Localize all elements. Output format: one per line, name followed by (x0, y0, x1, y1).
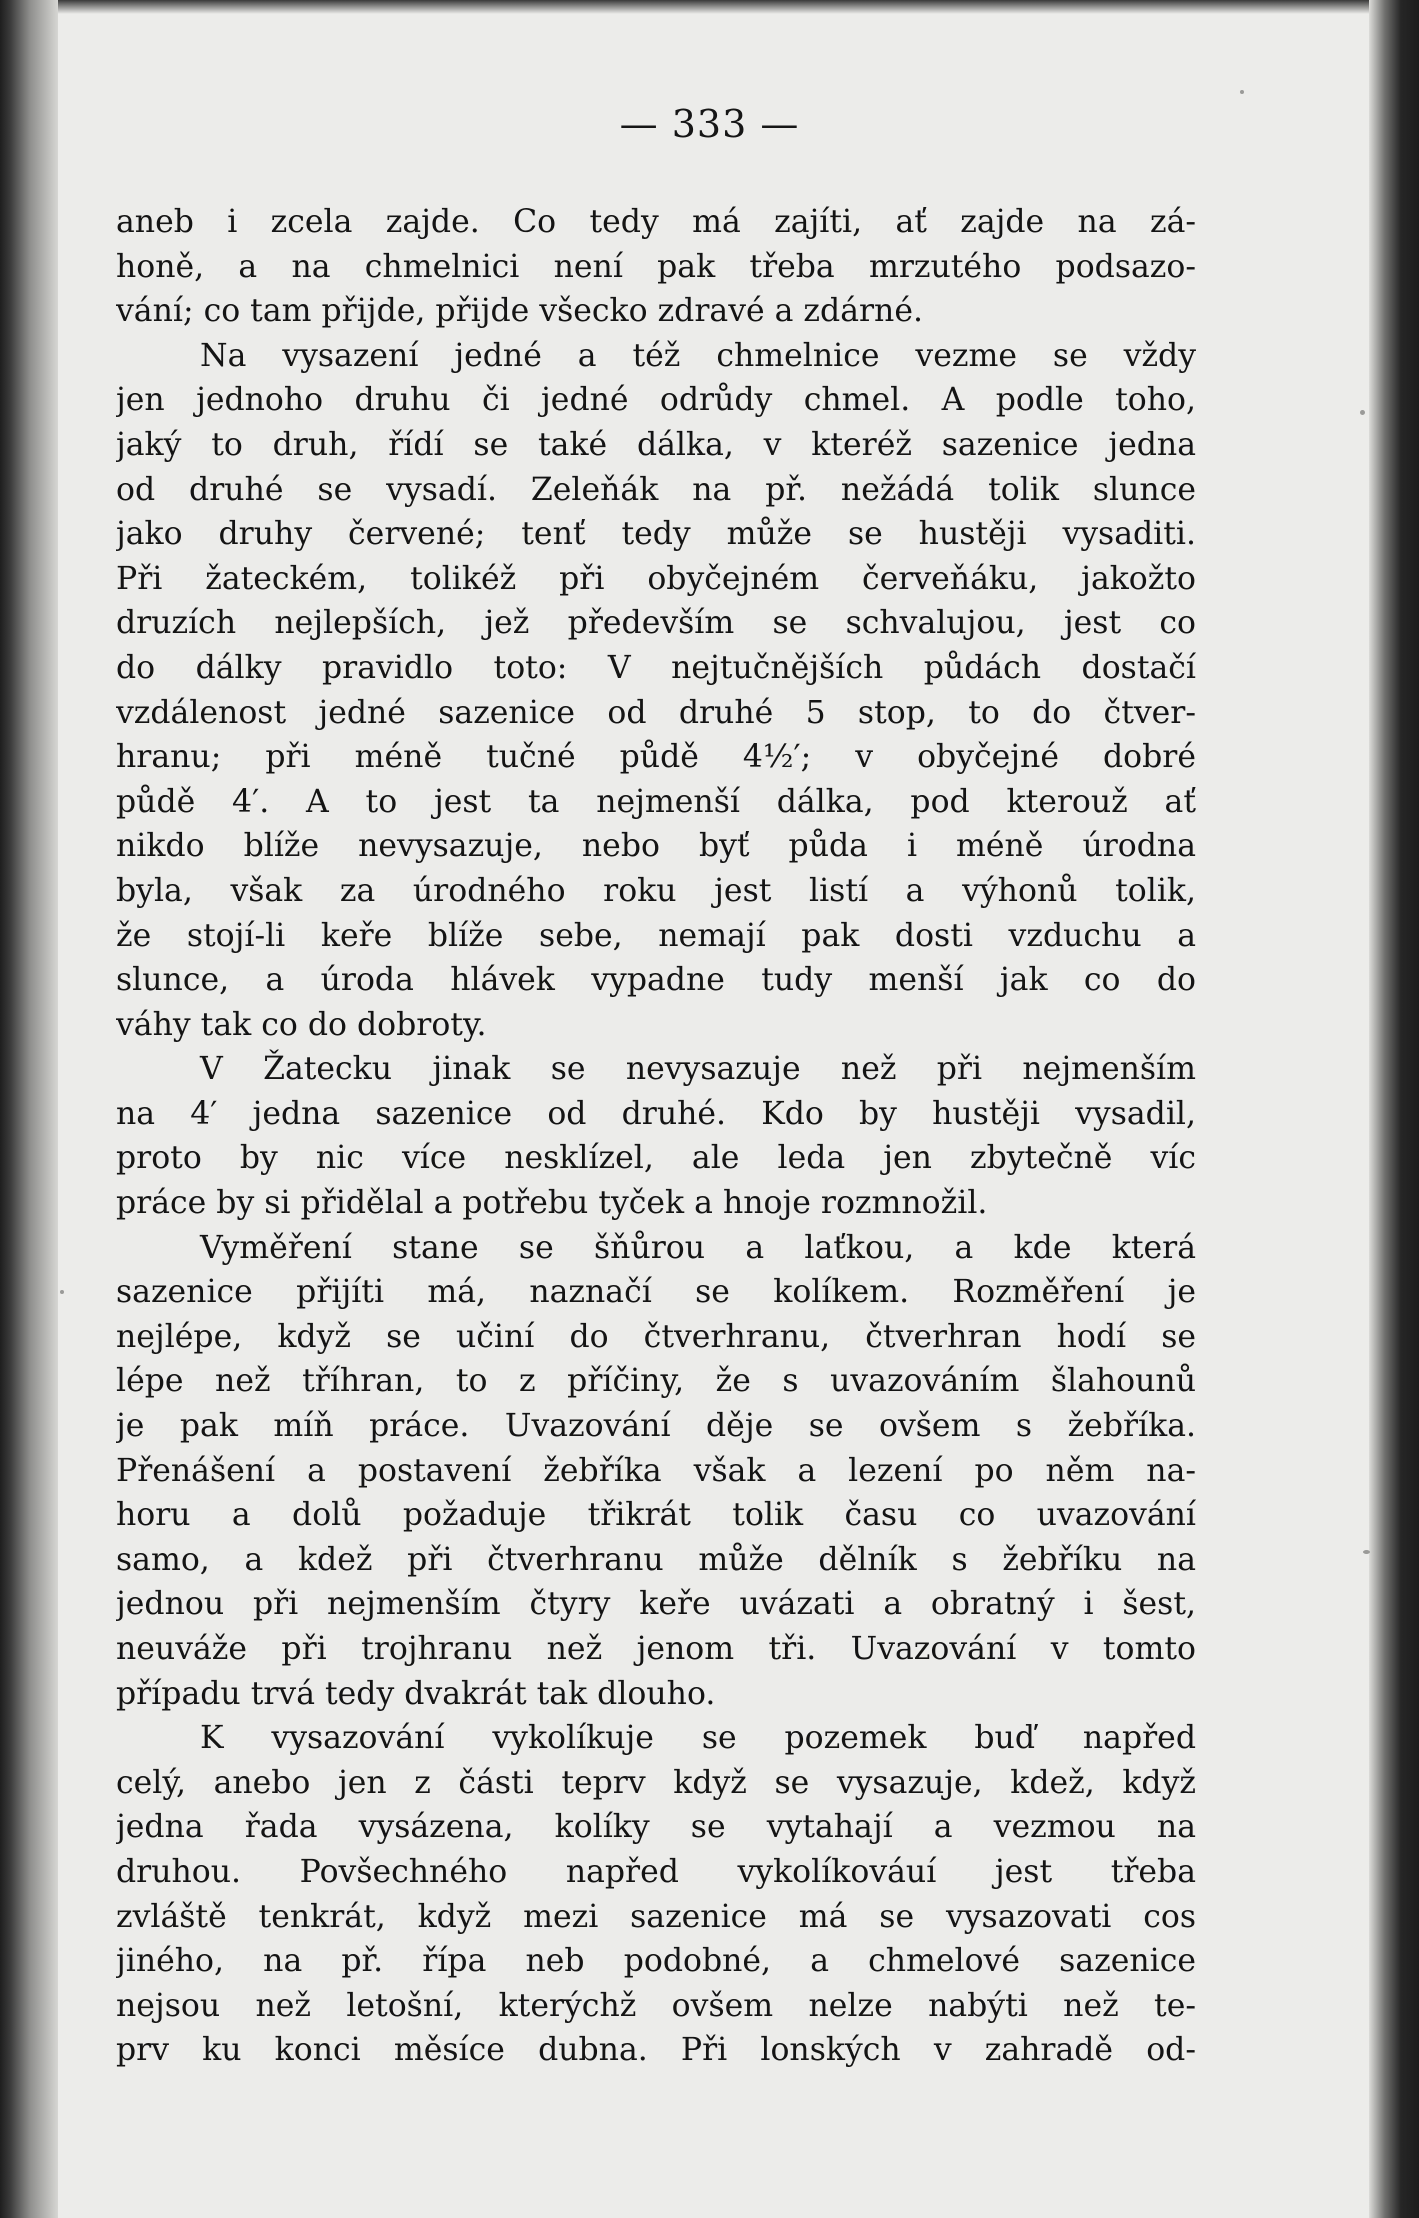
text-line: nejsou než letošní, kterýchž ovšem nelze nabýti než te- (116, 1987, 1196, 2024)
text-line: Vyměření stane se šňůrou a laťkou, a kde která (200, 1229, 1196, 1266)
text-line: případu trvá tedy dvakrát tak dlouho. (116, 1675, 716, 1712)
text-line: vání; co tam přijde, přijde všecko zdravé a zdárné. (116, 293, 923, 330)
text-line: jiného, na př. řípa neb podobné, a chmelové sazenice (116, 1943, 1196, 1980)
text-line: Na vysazení jedné a též chmelnice vezme se vždy (200, 337, 1196, 374)
body-text (116, 200, 1196, 2073)
text-line: zvláště tenkrát, když mezi sazenice má se vysazovati cos (116, 1898, 1196, 1935)
text-line: slunce, a úroda hlávek vypadne tudy menší jak co do (116, 962, 1196, 999)
text-line: nejlépe, když se učiní do čtverhranu, čtverhran hodí se (116, 1318, 1196, 1355)
text-line: práce by si přidělal a potřebu tyček a hnoje rozmnožil. (116, 1185, 988, 1222)
text-line: horu a dolů požaduje třikrát tolik času co uvazování (116, 1497, 1196, 1534)
text-line: hranu; při méně tučné půdě 4½′; v obyčejné dobré (116, 739, 1196, 776)
text-line: byla, však za úrodného roku jest listí a výhonů tolik, (116, 872, 1196, 909)
text-line: jako druhy červené; tenť tedy může se hustěji vysaditi. (116, 516, 1196, 553)
text-line: aneb i zcela zajde. Co tedy má zajíti, ať zajde na zá- (116, 204, 1196, 240)
page-right-edge (1369, 0, 1419, 2218)
text-line: půdě 4′. A to jest ta nejmenší dálka, pod kterouž ať (116, 783, 1196, 820)
text-line: že stojí-li keře blíže sebe, nemají pak dosti vzduchu a (116, 917, 1196, 954)
book-gutter-shadow (0, 0, 58, 2218)
text-line: Přenášení a postavení žebříka však a lezení po něm na- (116, 1452, 1196, 1489)
text-line: proto by nic více nesklízel, ale leda jen zbytečně víc (116, 1140, 1196, 1177)
text-line: váhy tak co do dobroty. (116, 1006, 487, 1043)
page-number: — 333 — (619, 102, 800, 146)
paper-speck (1360, 410, 1365, 415)
text-line: samo, a kdež při čtverhranu může dělník s žebříku na (116, 1541, 1196, 1578)
paper-speck (1363, 1550, 1370, 1554)
text-line: prv ku konci měsíce dubna. Při lonských v zahradě od- (116, 2032, 1196, 2069)
text-line: nikdo blíže nevysazuje, nebo byť půda i méně úrodna (116, 828, 1196, 865)
text-line: jen jednoho druhu či jedné odrůdy chmel. A podle toho, (116, 382, 1196, 419)
text-line: druhou. Povšechného napřed vykolíkováuí jest třeba (116, 1853, 1196, 1890)
paper-speck (1240, 90, 1244, 94)
text-line: na 4′ jedna sazenice od druhé. Kdo by hustěji vysadil, (116, 1095, 1196, 1132)
paper-speck (60, 1290, 64, 1294)
text-line: vzdálenost jedné sazenice od druhé 5 stop, to do čtver- (116, 694, 1196, 731)
text-line: V Žatecku jinak se nevysazuje než při nejmenším (200, 1051, 1196, 1088)
text-line: honě, a na chmelnici není pak třeba mrzutého podsazo- (116, 248, 1196, 285)
text-line: sazenice přijíti má, naznačí se kolíkem. Rozměření je (116, 1274, 1196, 1311)
text-line: Při žateckém, tolikéž při obyčejném červeňáku, jakožto (116, 560, 1196, 597)
text-line: jedna řada vysázena, kolíky se vytahají a vezmou na (116, 1809, 1196, 1846)
text-line: celý, anebo jen z části teprv když se vysazuje, kdež, když (116, 1764, 1196, 1801)
text-line: do dálky pravidlo toto: V nejtučnějších půdách dostačí (116, 649, 1196, 686)
text-line: K vysazování vykolíkuje se pozemek buď napřed (200, 1720, 1196, 1757)
text-line: lépe než tříhran, to z příčiny, že s uvazováním šlahounů (116, 1363, 1196, 1400)
text-line: neuváže při trojhranu než jenom tři. Uvazování v tomto (116, 1631, 1196, 1667)
text-line: druzích nejlepších, jež především se schvalujou, jest co (116, 605, 1196, 642)
text-line: je pak míň práce. Uvazování děje se ovšem s žebříka. (116, 1408, 1196, 1445)
text-line: jaký to druh, řídí se také dálka, v kteréž sazenice jedna (116, 426, 1196, 463)
text-line: od druhé se vysadí. Zeleňák na př. nežádá tolik slunce (116, 471, 1196, 508)
page-top-shadow (0, 0, 1419, 14)
text-line: jednou při nejmenším čtyry keře uvázati a obratný i šest, (116, 1586, 1196, 1623)
